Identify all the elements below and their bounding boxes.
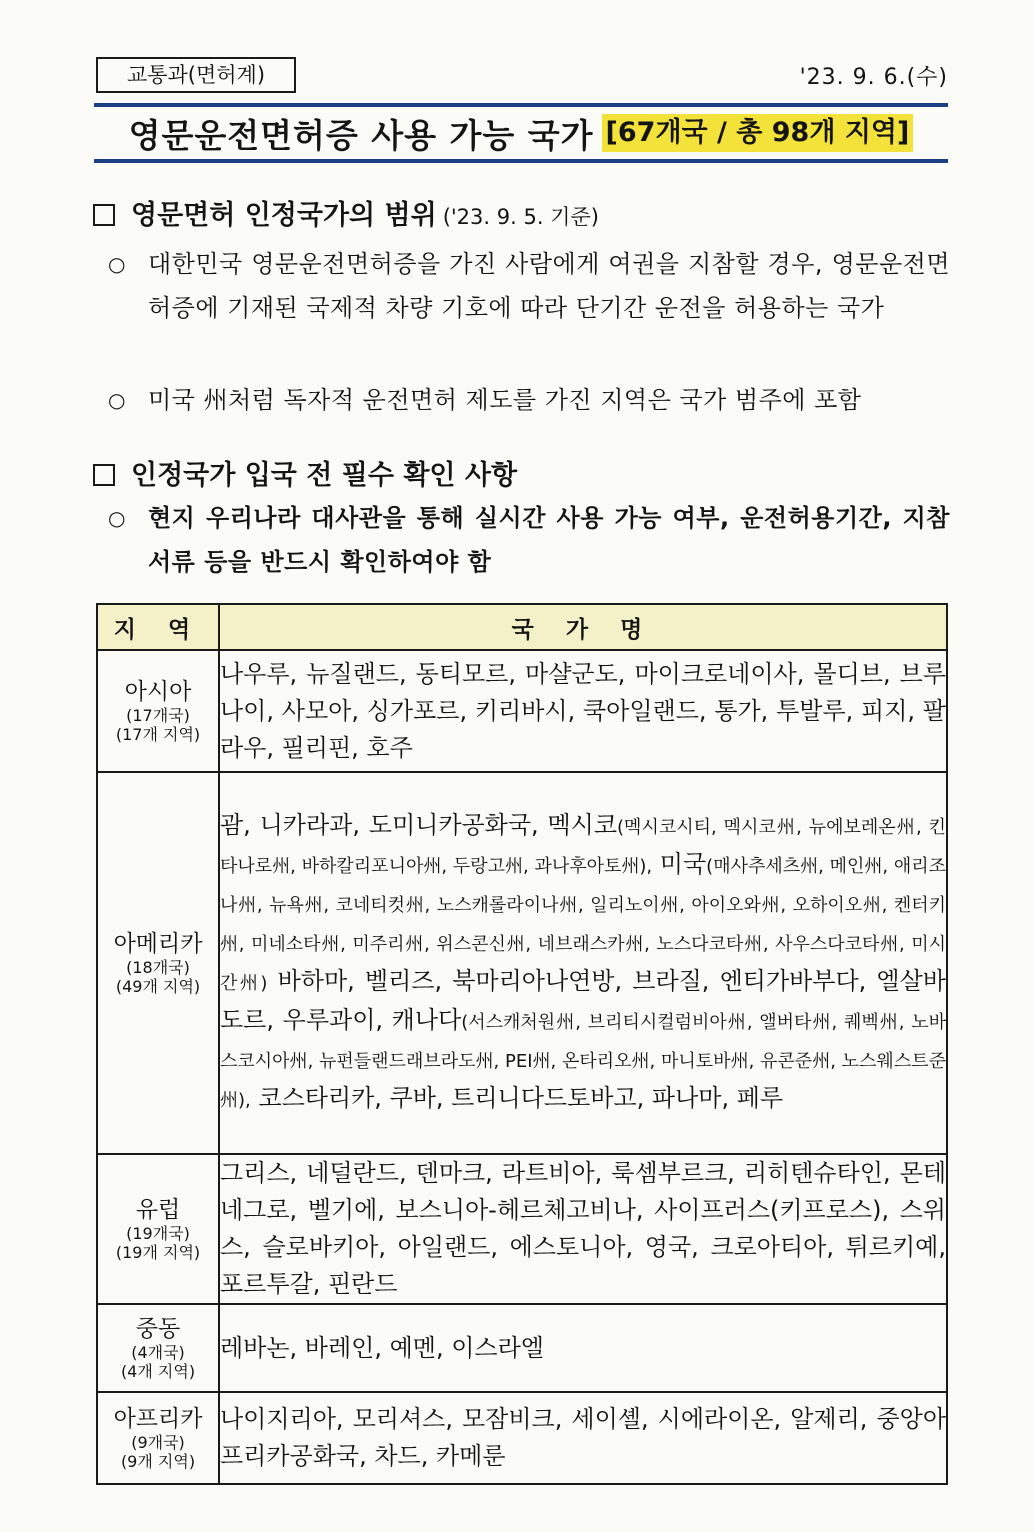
countries-table xyxy=(96,603,948,1485)
circle-bullet-icon: ○ xyxy=(108,506,126,530)
table-row-africa xyxy=(97,1392,947,1484)
bullet-text: 현지 우리나라 대사관을 통해 실시간 사용 가능 여부, 운전허용기간, 지참 서류 등을 반드시 확인하여야 함 xyxy=(148,504,950,576)
bullet-text: 대한민국 영문운전면허증을 가진 사람에게 여권을 지참할 경우, 영문운전면허증에 기재된 국제적 차량 기호에 따라 단기간 운전을 허용하는 국가 xyxy=(148,250,950,322)
circle-bullet-icon: ○ xyxy=(108,388,126,412)
countries-cell: 나우루, 뉴질랜드, 동티모르, 마샬군도, 마이크로네이사, 몰디브, 브루나이, 사모아, 싱가포르, 키리바시, 쿡아일랜드, 통가, 투발루, 피지, 팔라우, 필리핀, 호주 xyxy=(219,650,947,772)
region-count: (19개국) xyxy=(126,1224,190,1243)
table-row-europe xyxy=(97,1154,947,1304)
region-name: 유럽 xyxy=(135,1197,181,1223)
section2-bullet xyxy=(108,496,950,584)
region-name: 아프리카 xyxy=(113,1406,203,1432)
mexico-states: (멕시코시티, 멕시코州, 뉴에보레온州, 킨타나로州, 바하칼리포니아州, 두랑고州, 과나후아토州), xyxy=(220,817,946,877)
header-countries: 국 가 명 xyxy=(219,604,947,650)
section2-heading xyxy=(93,453,517,492)
region-count: (4개국) xyxy=(131,1343,185,1362)
table-header-row xyxy=(97,604,947,650)
region-name: 아시아 xyxy=(124,679,192,705)
section1-heading xyxy=(93,193,599,232)
checkbox-square-icon xyxy=(93,464,115,486)
countries-cell: 나이지리아, 모리셔스, 모잠비크, 세이셸, 시에라이온, 알제리, 중앙아프리카공화국, 차드, 카메룬 xyxy=(219,1392,947,1484)
america-part-5: 바하마, 벨리즈, 북마리아나연방, 브라질, 엔티가바부다, 엘살바도르, 우루과이, 캐나다 xyxy=(220,967,946,1034)
region-areas: (17개 지역) xyxy=(115,725,201,744)
bullet-text: 미국 州처럼 독자적 운전면허 제도를 가진 지역은 국가 범주에 포함 xyxy=(148,386,862,414)
title-main: 영문운전면허증 사용 가능 국가 xyxy=(128,115,594,155)
section1-bullet-1 xyxy=(108,242,950,330)
checkbox-square-icon xyxy=(93,204,115,226)
region-areas: (19개 지역) xyxy=(115,1243,201,1262)
canada-provinces: (서스캐처원州, 브리티시컬럼비아州, 앨버타州, 퀘벡州, 노바스코시아州, 뉴펀들랜드래브라도州, PEI州, 온타리오州, 마니토바州, 유콘준州, 노스웨스트준州), xyxy=(220,1012,946,1111)
america-part-7: 코스타리카, 쿠바, 트리니다드토바고, 파나마, 페루 xyxy=(250,1084,784,1112)
department-label: 교통과(면허계) xyxy=(96,57,296,93)
table-row-mideast xyxy=(97,1304,947,1392)
america-part-1: 괌, 니카라과, 도미니카공화국, 멕시코 xyxy=(220,811,618,839)
region-count: (9개국) xyxy=(131,1433,185,1452)
section1-title: 영문면허 인정국가의 범위 xyxy=(131,200,437,231)
region-cell xyxy=(97,1392,219,1484)
table-row-america xyxy=(97,772,947,1154)
region-areas: (4개 지역) xyxy=(120,1362,196,1381)
region-cell xyxy=(97,772,219,1154)
section1-note: ('23. 9. 5. 기준) xyxy=(442,205,599,229)
region-cell xyxy=(97,1154,219,1304)
region-name: 아메리카 xyxy=(113,931,203,957)
table-row-asia xyxy=(97,650,947,772)
region-count: (17개국) xyxy=(126,706,190,725)
countries-cell: 레바논, 바레인, 예멘, 이스라엘 xyxy=(219,1304,947,1392)
countries-cell: 그리스, 네덜란드, 덴마크, 라트비아, 룩셈부르크, 리히텐슈타인, 몬테네그로, 벨기에, 보스니아-헤르체고비나, 사이프러스(키프로스), 스위스, 슬로바키아, 아일랜드, 에스토니아, 영국, 크로아티아, 튀르키예, 포르투갈, 핀란드 xyxy=(219,1154,947,1304)
page-title xyxy=(94,103,948,163)
section1-bullet-2 xyxy=(108,378,950,422)
countries-cell xyxy=(219,772,947,1154)
header-region: 지 역 xyxy=(97,604,219,650)
region-cell xyxy=(97,1304,219,1392)
document-date: '23. 9. 6.(수) xyxy=(799,65,948,90)
america-part-3: 미국 xyxy=(652,850,707,878)
region-cell xyxy=(97,650,219,772)
region-name: 중동 xyxy=(135,1316,181,1342)
region-areas: (9개 지역) xyxy=(120,1452,196,1471)
region-areas: (49개 지역) xyxy=(115,977,201,996)
usa-states: (매사추세츠州, 메인州, 애리조나州, 뉴욕州, 코네티컷州, 노스캐롤라이나州, 일리노이州, 아이오와州, 오하이오州, 켄터키州, 미네소타州, 미주리州, 위스콘신州, 네브래스카州, 노스다코타州, 사우스다코타州, 미시간州) xyxy=(220,856,947,994)
circle-bullet-icon: ○ xyxy=(108,252,126,276)
title-highlight: [67개국 / 총 98개 지역] xyxy=(602,114,914,152)
section2-title: 인정국가 입국 전 필수 확인 사항 xyxy=(131,460,518,491)
region-count: (18개국) xyxy=(126,958,190,977)
